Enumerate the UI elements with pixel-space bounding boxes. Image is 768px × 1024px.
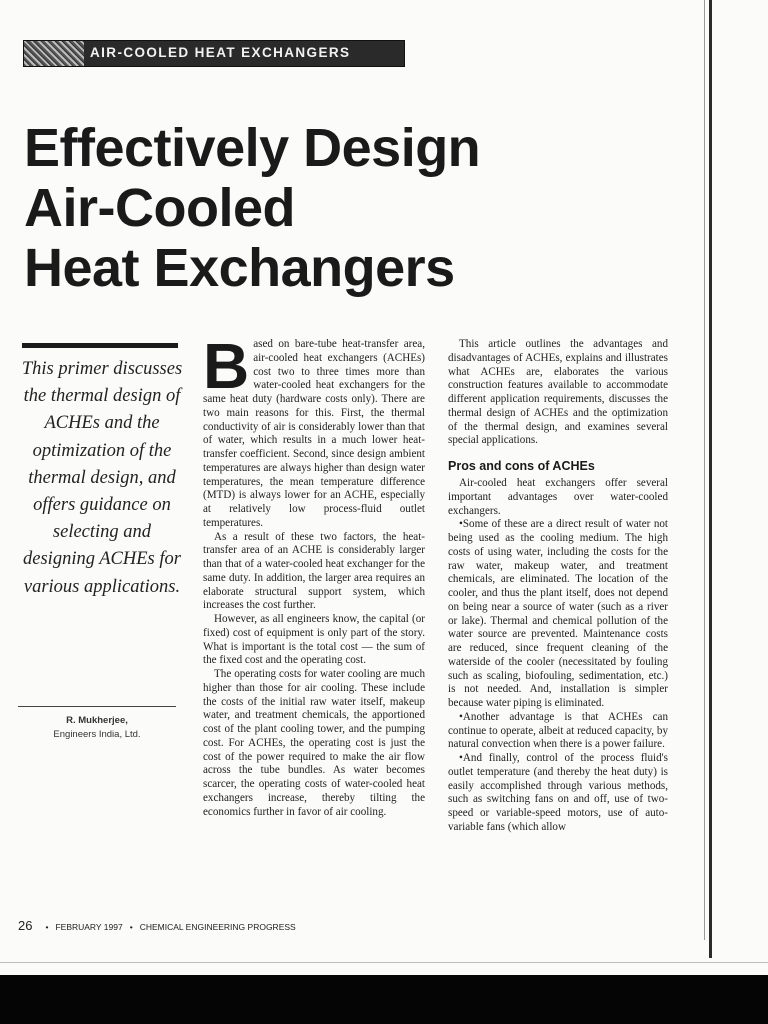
author-credit <box>18 714 176 742</box>
bullet-separator: • <box>129 922 133 932</box>
publication-name: CHEMICAL ENGINEERING PROGRESS <box>139 922 296 932</box>
page-footer <box>18 918 518 933</box>
page-edge-shadow <box>704 0 705 940</box>
sidebar-rule <box>22 343 178 348</box>
section-banner-label: AIR-COOLED HEAT EXCHANGERS <box>90 45 351 60</box>
page-number: 26 <box>18 918 33 933</box>
headline-line-2: Air-Cooled <box>24 178 295 238</box>
paragraph: ased on bare-tube heat-transfer area, air-cooled heat exchangers (ACHEs) cost two to three times more than water-cooled heat exchangers for the same heat duty (hardware costs only). There are two main reasons for this. First, the thermal conductivity of air is considerably lower than that of water, which results in a much lower heat-transfer coefficient. Second, since design ambient temperatures are always higher than design water temperatures, the mean temperature difference (MTD) is always lower for an ACHE, especially at relatively low process-fluid outlet temperatures. <box>203 338 425 529</box>
article-column-1 <box>203 330 425 819</box>
primer-blurb: This primer discusses the thermal design of ACHEs and the optimization of the thermal design, and offers guidance on selecting and designing ACHEs for various applications. <box>21 359 183 597</box>
scan-background <box>0 975 768 1024</box>
paragraph: This article outlines the advantages and disadvantages of ACHEs, explains and illustrates what ACHEs are, elaborates the various construction features available to accommodate different application requirements, discusses the thermal design of ACHEs and the optimization of the thermal design, and examines several special applications. <box>448 338 668 447</box>
headline-line-1: Effectively Design <box>24 118 481 178</box>
article-headline <box>24 118 664 298</box>
paragraph: As a result of these two factors, the heat-transfer area of an ACHE is considerably larger than that of a water-cooled heat exchanger for the same duty. In addition, the larger area requires an elaborate structural support system, which increases the cost further. <box>203 530 425 612</box>
author-rule <box>18 706 176 707</box>
issue-date: FEBRUARY 1997 <box>55 922 123 932</box>
section-heading: Pros and cons of ACHEs <box>448 459 595 473</box>
paragraph: However, as all engineers know, the capital (or fixed) cost of equipment is only part of the story. What is important is the total cost — the sum of the fixed cost and the operating cost. <box>203 613 425 667</box>
paragraph: •Another advantage is that ACHEs can continue to operate, albeit at reduced capacity, by natural convection when there is a power failure. <box>448 710 668 751</box>
footer-rule <box>0 962 768 963</box>
drop-cap: B <box>203 330 250 402</box>
page-edge <box>709 0 712 958</box>
author-name: R. Mukherjee, <box>66 715 128 726</box>
paragraph: •And finally, control of the process fluid's outlet temperature (and thereby the heat duty) is easily accomplished through various methods, such as switching fans on and off, use of two-speed or variable-speed motors, use of auto-variable fans (which allow <box>448 752 668 833</box>
bullet-separator: • <box>45 922 49 932</box>
paragraph: •Some of these are a direct result of water not being used as the cooling medium. The high costs of using water, including the costs for the raw water, makeup water, and treatment chemicals, are eliminated. The location of the cooler, and thus the plant itself, does not depend on being near a source of water (such as a river or lake). Thermal and chemical pollution of the water source are prevented. Maintenance costs are reduced, since frequent cleaning of the waterside of the cooler (necessitated by fouling such as scaling, biofouling, sedimentation, etc.) is not needed. And, installation is simpler because water piping is eliminated. <box>448 518 668 709</box>
paragraph: Air-cooled heat exchangers offer several important advantages over water-cooled exchangers. <box>448 477 668 517</box>
banner-texture <box>24 41 84 66</box>
section-banner <box>23 40 405 67</box>
author-affiliation: Engineers India, Ltd. <box>53 729 141 740</box>
headline-line-3: Heat Exchangers <box>24 238 455 298</box>
article-column-2 <box>448 338 668 835</box>
paragraph: The operating costs for water cooling are much higher than those for air cooling. These include the costs of the initial raw water itself, makeup water, and treatment chemicals, the apportioned cost of the plant cooling tower, and the pumping cost. For ACHEs, the operating cost is just the cost of the power required to make the air flow across the tube bundles. As water becomes scarcer, the operating costs of water-cooled heat exchangers increase, thereby tilting the economics further in favor of air cooling. <box>203 668 425 818</box>
